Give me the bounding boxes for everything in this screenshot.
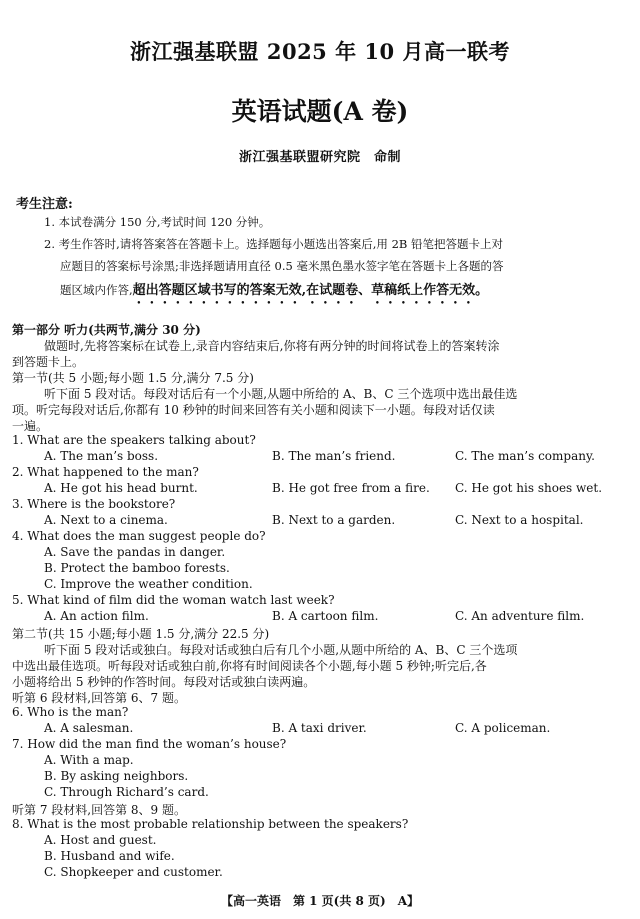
notice-item-1: 1. 本试卷满分 150 分,考试时间 120 分钟。: [44, 215, 271, 229]
question-7-stem: 7. How did the man find the woman’s house?: [12, 737, 287, 751]
question-5-stem: 5. What kind of film did the woman watch last week?: [12, 593, 335, 607]
question-6-option-a: A. A salesman.: [44, 721, 134, 735]
question-3-option-c: C. Next to a hospital.: [455, 513, 584, 527]
question-8-option-c: C. Shopkeeper and customer.: [44, 865, 223, 879]
question-8-option-a: A. Host and guest.: [44, 833, 157, 847]
question-2-stem: 2. What happened to the man?: [12, 465, 199, 479]
question-4-option-a: A. Save the pandas in danger.: [44, 545, 226, 559]
question-2-option-c: C. He got his shoes wet.: [455, 481, 603, 495]
question-8-stem: 8. What is the most probable relationship between the speakers?: [12, 817, 409, 831]
section1-instr-line-1: 听下面 5 段对话。每段对话后有一个小题,从题中所给的 A、B、C 三个选项中选出最佳选: [44, 387, 518, 401]
section2-instr-line-3: 小题将给出 5 秒钟的作答时间。每段对话或独白读两遍。: [12, 675, 316, 689]
question-3-option-a: A. Next to a cinema.: [44, 513, 168, 527]
section2-instr-line-2: 中选出最佳选项。听每段对话或独白前,你将有时间阅读各个小题,每小题 5 秒钟;听完后,各: [12, 659, 487, 673]
question-4-option-b: B. Protect the bamboo forests.: [44, 561, 230, 575]
notice-item-2-text: 题区域内作答,: [60, 283, 133, 297]
notice-item-2-line-1: 2. 考生作答时,请将答案答在答题卡上。选择题每小题选出答案后,用 2B 铅笔把答题卡上对: [44, 237, 504, 251]
notice-item-2-line-3: [60, 279, 488, 307]
question-5-option-b: B. A cartoon film.: [272, 609, 379, 623]
section2-instr-line-1: 听下面 5 段对话或独白。每段对话或独白后有几个小题,从题中所给的 A、B、C 三个选项: [44, 643, 518, 657]
question-6-option-c: C. A policeman.: [455, 721, 551, 735]
exam-title: 浙江强基联盟 2025 年 10 月高一联考: [130, 39, 510, 64]
page-footer: 【高一英语 第 1 页(共 8 页) A】: [220, 894, 420, 908]
notice-emphasis: 超出答题区域书写的答案无效,在试题卷、草稿纸上作答无效。: [132, 283, 489, 298]
part1-heading: 第一部分 听力(共两节,满分 30 分): [12, 323, 201, 337]
question-5-option-a: A. An action film.: [44, 609, 149, 623]
material-7-heading: 听第 7 段材料,回答第 8、9 题。: [12, 803, 186, 817]
question-7-option-a: A. With a map.: [44, 753, 134, 767]
question-1-option-c: C. The man’s company.: [455, 449, 595, 463]
question-2-option-a: A. He got his head burnt.: [44, 481, 198, 495]
part1-intro-line-1: 做题时,先将答案标在试卷上,录音内容结束后,你将有两分钟的时间将试卷上的答案转涂: [44, 339, 500, 353]
question-5-option-c: C. An adventure film.: [455, 609, 585, 623]
notice-heading: 考生注意:: [16, 197, 73, 212]
question-4-stem: 4. What does the man suggest people do?: [12, 529, 266, 543]
question-4-option-c: C. Improve the weather condition.: [44, 577, 253, 591]
notice-item-2-line-2: 应题目的答案标号涂黑;非选择题请用直径 0.5 毫米黑色墨水签字笔在答题卡上各题的答: [60, 259, 504, 273]
question-1-option-b: B. The man’s friend.: [272, 449, 396, 463]
question-1-stem: 1. What are the speakers talking about?: [12, 433, 256, 447]
exam-maker: 浙江强基联盟研究院 命制: [238, 150, 401, 165]
subject-title: 英语试题(A 卷): [231, 97, 409, 126]
material-6-heading: 听第 6 段材料,回答第 6、7 题。: [12, 691, 186, 705]
question-7-option-c: C. Through Richard’s card.: [44, 785, 209, 799]
section1-instr-line-3: 一遍。: [12, 419, 49, 433]
question-6-stem: 6. Who is the man?: [12, 705, 129, 719]
question-6-option-b: B. A taxi driver.: [272, 721, 367, 735]
question-3-stem: 3. Where is the bookstore?: [12, 497, 176, 511]
question-1-option-a: A. The man’s boss.: [44, 449, 159, 463]
question-3-option-b: B. Next to a garden.: [272, 513, 396, 527]
part1-intro-line-2: 到答题卡上。: [12, 355, 85, 369]
section1-heading: 第一节(共 5 小题;每小题 1.5 分,满分 7.5 分): [12, 371, 254, 385]
question-8-option-b: B. Husband and wife.: [44, 849, 175, 863]
question-2-option-b: B. He got free from a fire.: [272, 481, 430, 495]
section2-heading: 第二节(共 15 小题;每小题 1.5 分,满分 22.5 分): [12, 627, 270, 641]
question-7-option-b: B. By asking neighbors.: [44, 769, 189, 783]
section1-instr-line-2: 项。听完每段对话后,你都有 10 秒钟的时间来回答有关小题和阅读下一小题。每段对话仅读: [12, 403, 495, 417]
